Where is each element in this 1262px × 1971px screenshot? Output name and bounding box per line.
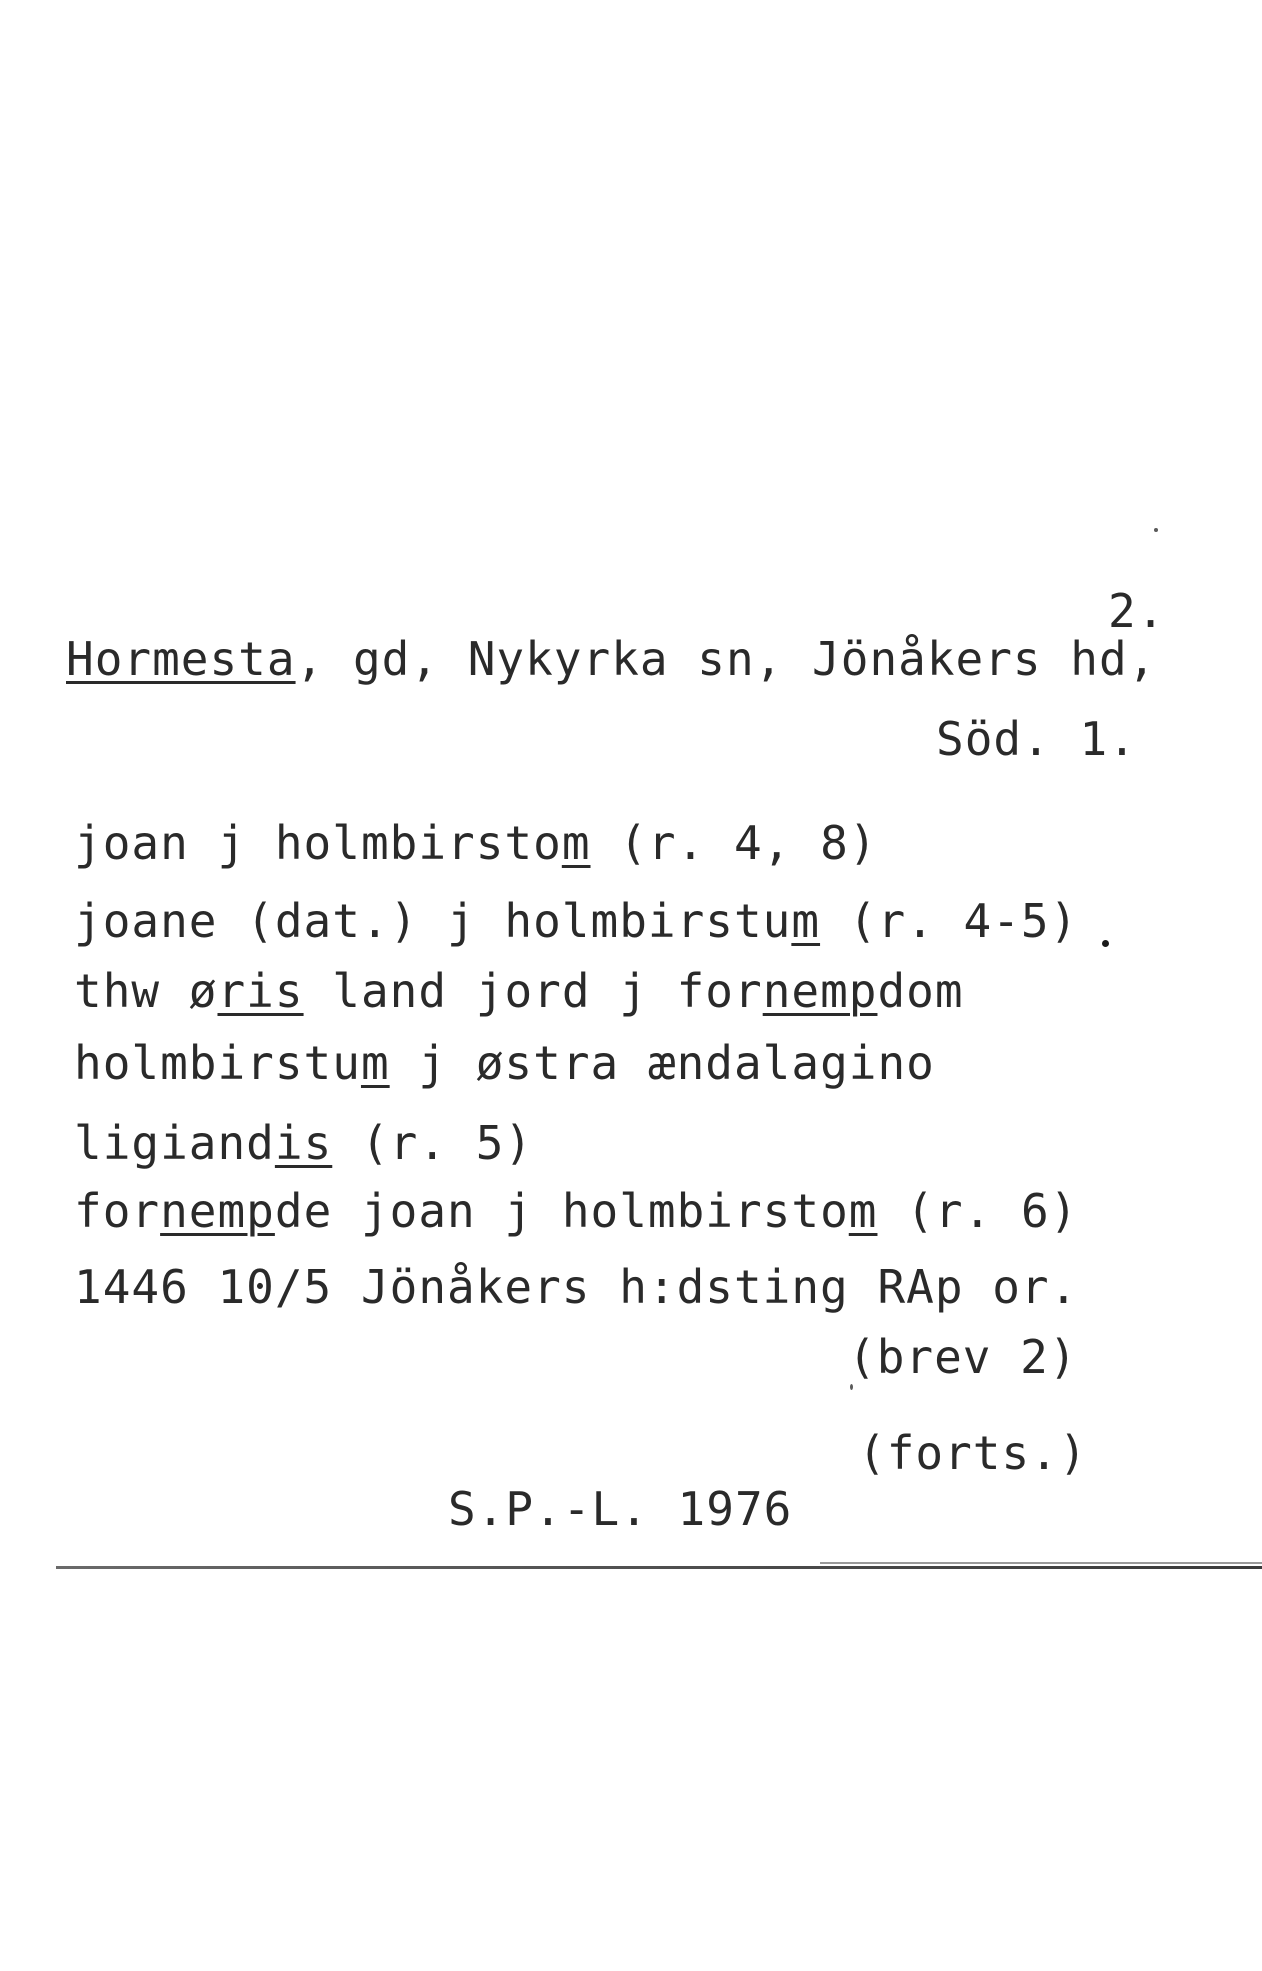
source-line: 1446 10/5 Jönåkers h:dsting RAp or. xyxy=(74,1260,1079,1314)
speck xyxy=(850,1384,853,1390)
entry-line: joane (dat.) j holmbirstum (r. 4-5) xyxy=(74,894,1079,948)
page-number: 2. xyxy=(1108,584,1166,638)
speck xyxy=(1154,528,1158,532)
heading-continuation: Söd. 1. xyxy=(936,712,1137,766)
place-name: Hormesta xyxy=(66,632,296,686)
entry-line: joan j holmbirstom (r. 4, 8) xyxy=(74,816,878,870)
source-note: (brev 2) xyxy=(848,1330,1078,1384)
continued-note: (forts.) xyxy=(858,1426,1088,1480)
entry-line: thw øris land jord j fornempdom xyxy=(74,964,964,1018)
heading-description: , gd, Nykyrka sn, Jönåkers hd, xyxy=(295,632,1157,686)
speck xyxy=(1102,940,1109,947)
entry-line: fornempde joan j holmbirstom (r. 6) xyxy=(74,1184,1079,1238)
signature: S.P.-L. 1976 xyxy=(448,1482,793,1536)
card-edge-shadow xyxy=(820,1562,1262,1564)
card-bottom-edge xyxy=(56,1566,1262,1569)
heading-line xyxy=(66,631,1156,687)
entry-line: holmbirstum j østra ændalagino xyxy=(74,1036,935,1090)
entry-line: ligiandis (r. 5) xyxy=(74,1116,534,1170)
